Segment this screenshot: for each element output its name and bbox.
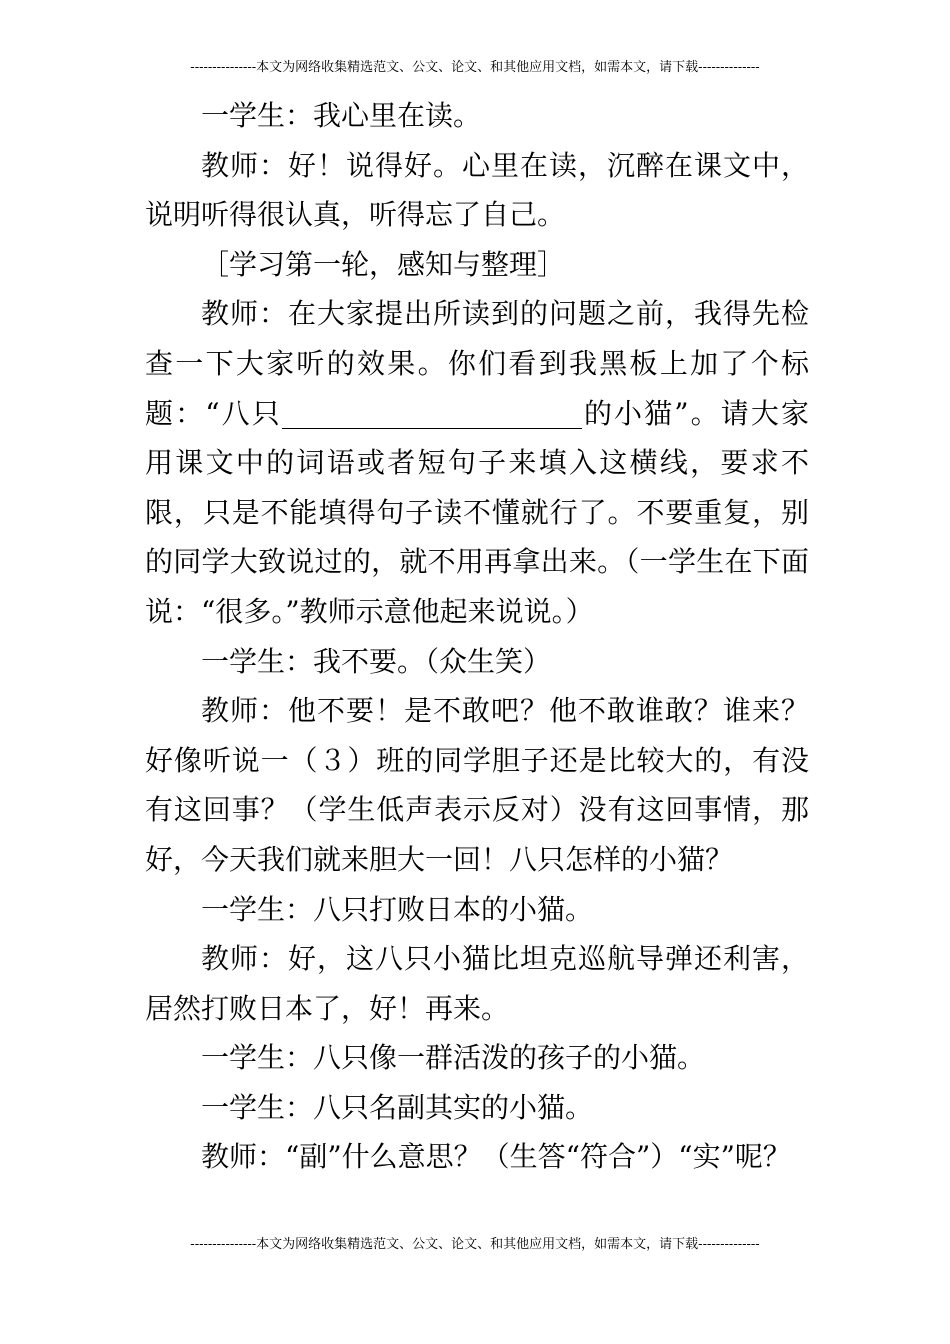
paragraph-teacher-question-meaning: 教师：“副”什么意思？（生答“符合”）“实”呢？ xyxy=(201,1140,791,1174)
paragraph-student-answer-lively-children: 一学生：八只像一群活泼的孩子的小猫。 xyxy=(201,1041,706,1075)
paragraph-teacher-encourages: 教师：他不要！是不敢吧？他不敢谁敢？谁来？好像听说一（３）班的同学胆子还是比较大的，有没有这回事？（学生低声表示反对）没有这回事情，那好，今天我们就来胆大一回！八只怎样的小猫？ xyxy=(145,694,809,876)
paragraph-student-answer-worthy-name: 一学生：八只名副其实的小猫。 xyxy=(201,1090,594,1124)
paragraph-student-refuses: 一学生：我不要。（众生笑） xyxy=(201,644,552,678)
paragraph-teacher-praise: 教师：好！说得好。心里在读，沉醉在课文中，说明听得很认真，听得忘了自己。 xyxy=(145,148,809,232)
paragraph-student-answer-defeat-japan: 一学生：八只打败日本的小猫。 xyxy=(201,892,594,926)
paragraph-student-reading-in-heart: 一学生：我心里在读。 xyxy=(201,99,482,132)
fill-in-blank-line xyxy=(282,400,582,429)
section-heading-first-round: ［学习第一轮，感知与整理］ xyxy=(201,247,566,281)
page-footer: ---------------本文为网络收集精选范文、公文、论文、和其他应用文档，如需本文，请下载-------------- xyxy=(190,1237,760,1252)
paragraph-teacher-fill-blank-task xyxy=(145,289,809,636)
paragraph-teacher-response: 教师：好，这八只小猫比坦克巡航导弹还利害，居然打败日本了，好！再来。 xyxy=(145,942,809,1025)
page-header: ---------------本文为网络收集精选范文、公文、论文、和其他应用文档，如需本文，请下载-------------- xyxy=(190,60,760,75)
document-body xyxy=(145,91,809,1182)
task-text-before-blank: 教师：在大家提出所读到的问题之前，我得先检查一下大家听的效果。你们看到我黑板上加了个标题：“八只 xyxy=(145,297,809,430)
task-text-after-blank: 的小猫”。请大家用课文中的词语或者短句子来填入这横线，要求不限，只是不能填得句子读不懂就行了。不要重复，别的同学大致说过的，就不用再拿出来。（一学生在下面说：“很多。”教师示意他起来说说。） xyxy=(145,396,809,628)
